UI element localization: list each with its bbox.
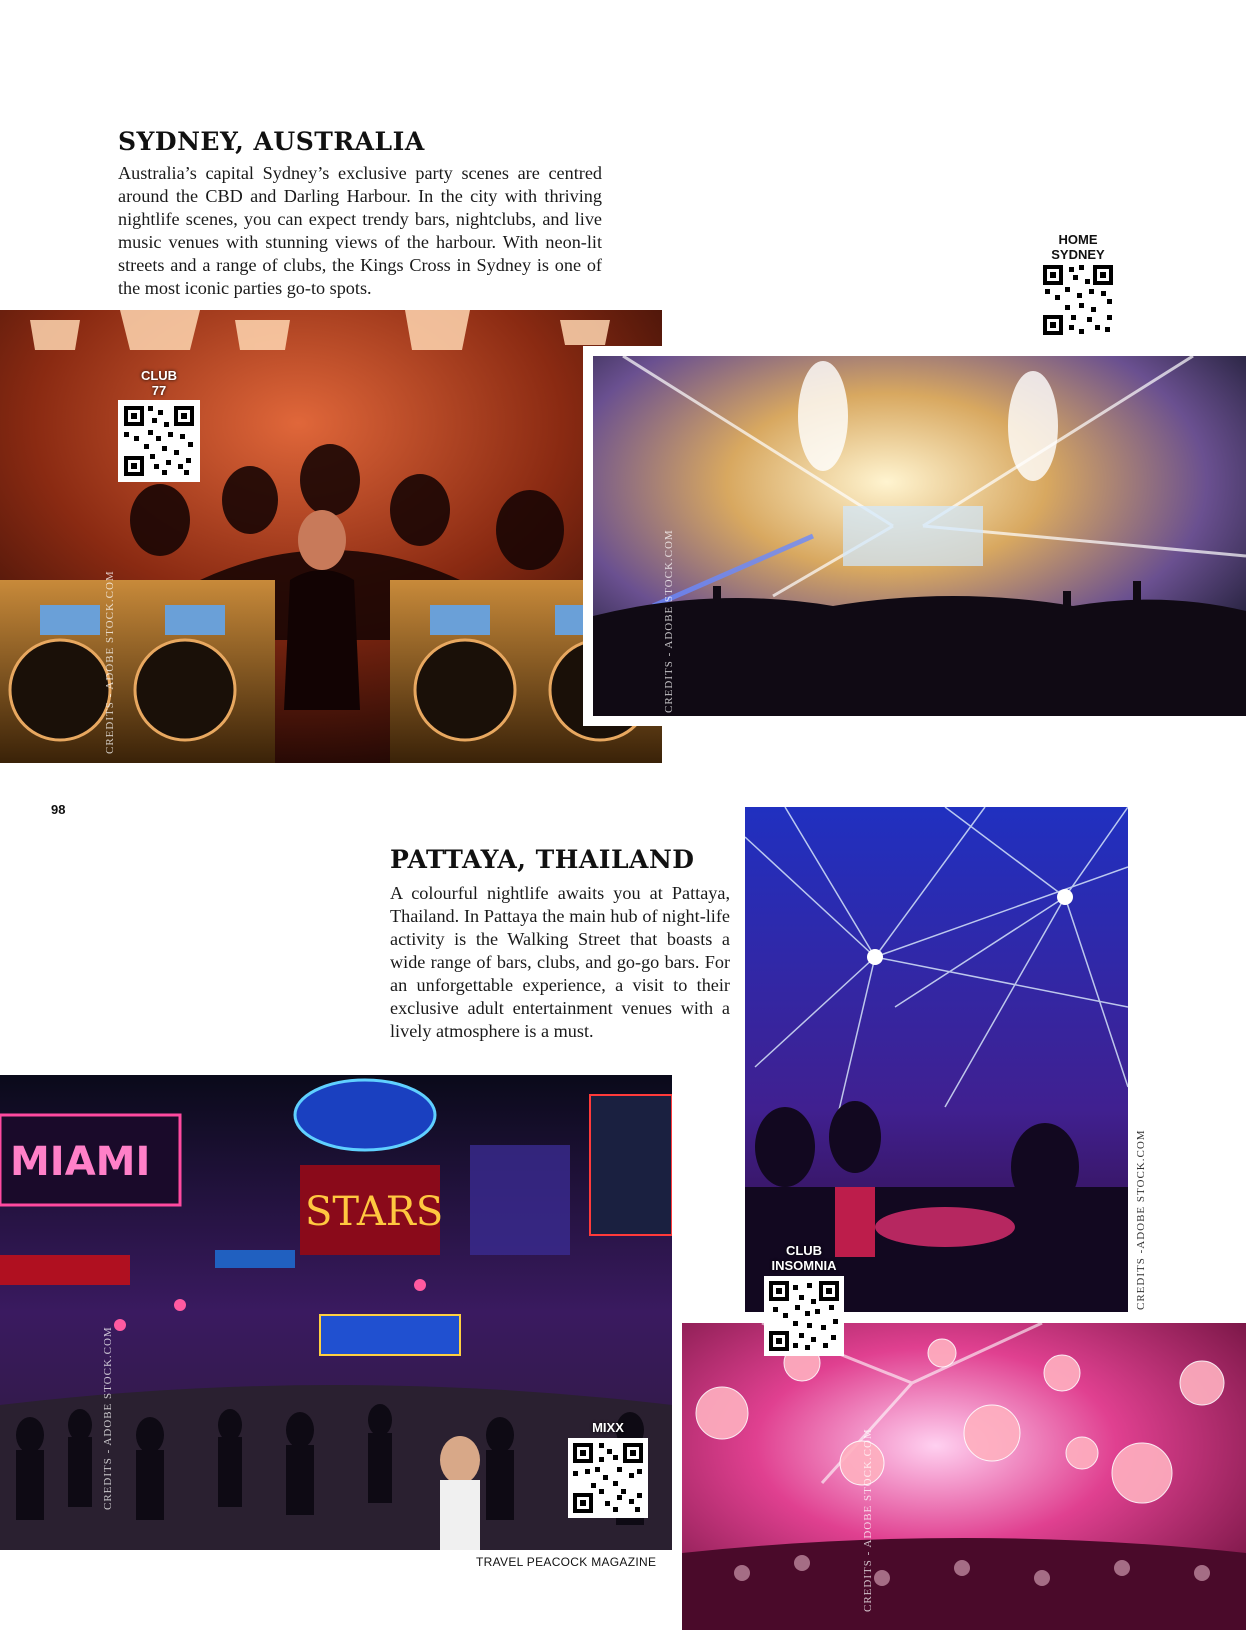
club-insomnia-qr-block	[762, 1243, 846, 1356]
concert-illustration	[593, 356, 1246, 716]
magazine-name: TRAVEL PEACOCK MAGAZINE	[476, 1555, 657, 1569]
club77-label	[118, 368, 200, 398]
concert-photo-credit: CREDITS - ADOBE STOCK.COM	[663, 529, 675, 713]
home-sydney-label-line1: HOME	[1058, 232, 1098, 247]
home-sydney-label-line2: SYDNEY	[1051, 247, 1105, 262]
mixx-qr-code[interactable]	[568, 1438, 648, 1518]
club77-label-line2: 77	[151, 383, 167, 398]
club-insomnia-label-line2: INSOMNIA	[771, 1258, 837, 1273]
home-sydney-qr-block	[1036, 232, 1120, 335]
home-sydney-qr-code[interactable]	[1043, 265, 1113, 335]
concert-photo	[593, 356, 1246, 716]
mixx-label	[566, 1420, 650, 1435]
club77-qr-code[interactable]	[119, 401, 199, 481]
pattaya-body-text: A colourful nightlife awaits you at Pattaya, Thailand. In Pattaya the main hub of night-life activity is the Walking Street that boasts a wide range of bars, clubs, and go-go bars. For an unforgettable experience, a visit to their exclusive adult entertainment venues with a lively atmosphere is a must.	[390, 883, 730, 1041]
page-number: 98	[51, 802, 66, 817]
club77-qr-block	[118, 368, 200, 481]
club77-label-line1: CLUB	[140, 368, 178, 383]
disco-club-photo	[682, 1323, 1246, 1630]
sydney-heading: SYDNEY, AUSTRALIA	[118, 127, 425, 156]
club-insomnia-label-line1: CLUB	[785, 1243, 823, 1258]
sydney-body-text: Australia’s capital Sydney’s exclusive party scenes are centred around the CBD and Darling Harbour. In the city with thriving nightlife scenes, you can expect trendy bars, nightclubs, and live music venues with stunning views of the harbour. With neon-lit streets and a range of clubs, the Kings Cross in Sydney is one of the most iconic parties go-to spots.	[118, 163, 602, 298]
club-insomnia-label	[762, 1243, 846, 1273]
street-photo-credit: CREDITS - ADOBE STOCK.COM	[102, 1326, 114, 1510]
disco-photo-credit: CREDITS - ADOBE STOCK.COM	[862, 1428, 874, 1612]
dj-booth-photo	[0, 310, 662, 763]
laser-club-photo	[745, 807, 1128, 1312]
dj-photo-credit: CREDITS - ADOBE STOCK.COM	[104, 570, 116, 754]
home-sydney-label	[1036, 232, 1120, 262]
laser-club-illustration	[745, 807, 1128, 1312]
pattaya-heading: PATTAYA, THAILAND	[390, 845, 695, 874]
disco-club-illustration	[682, 1323, 1246, 1630]
mixx-qr-block	[566, 1420, 650, 1518]
svg-text:STARS: STARS	[305, 1189, 444, 1235]
laser-photo-credit: CREDITS -ADOBE STOCK.COM	[1135, 1129, 1147, 1310]
mixx-label-line1: MIXX	[592, 1420, 624, 1435]
svg-text:MIAMI: MIAMI	[10, 1139, 151, 1185]
dj-booth-illustration	[0, 310, 662, 763]
club-insomnia-qr-code[interactable]	[764, 1276, 844, 1356]
